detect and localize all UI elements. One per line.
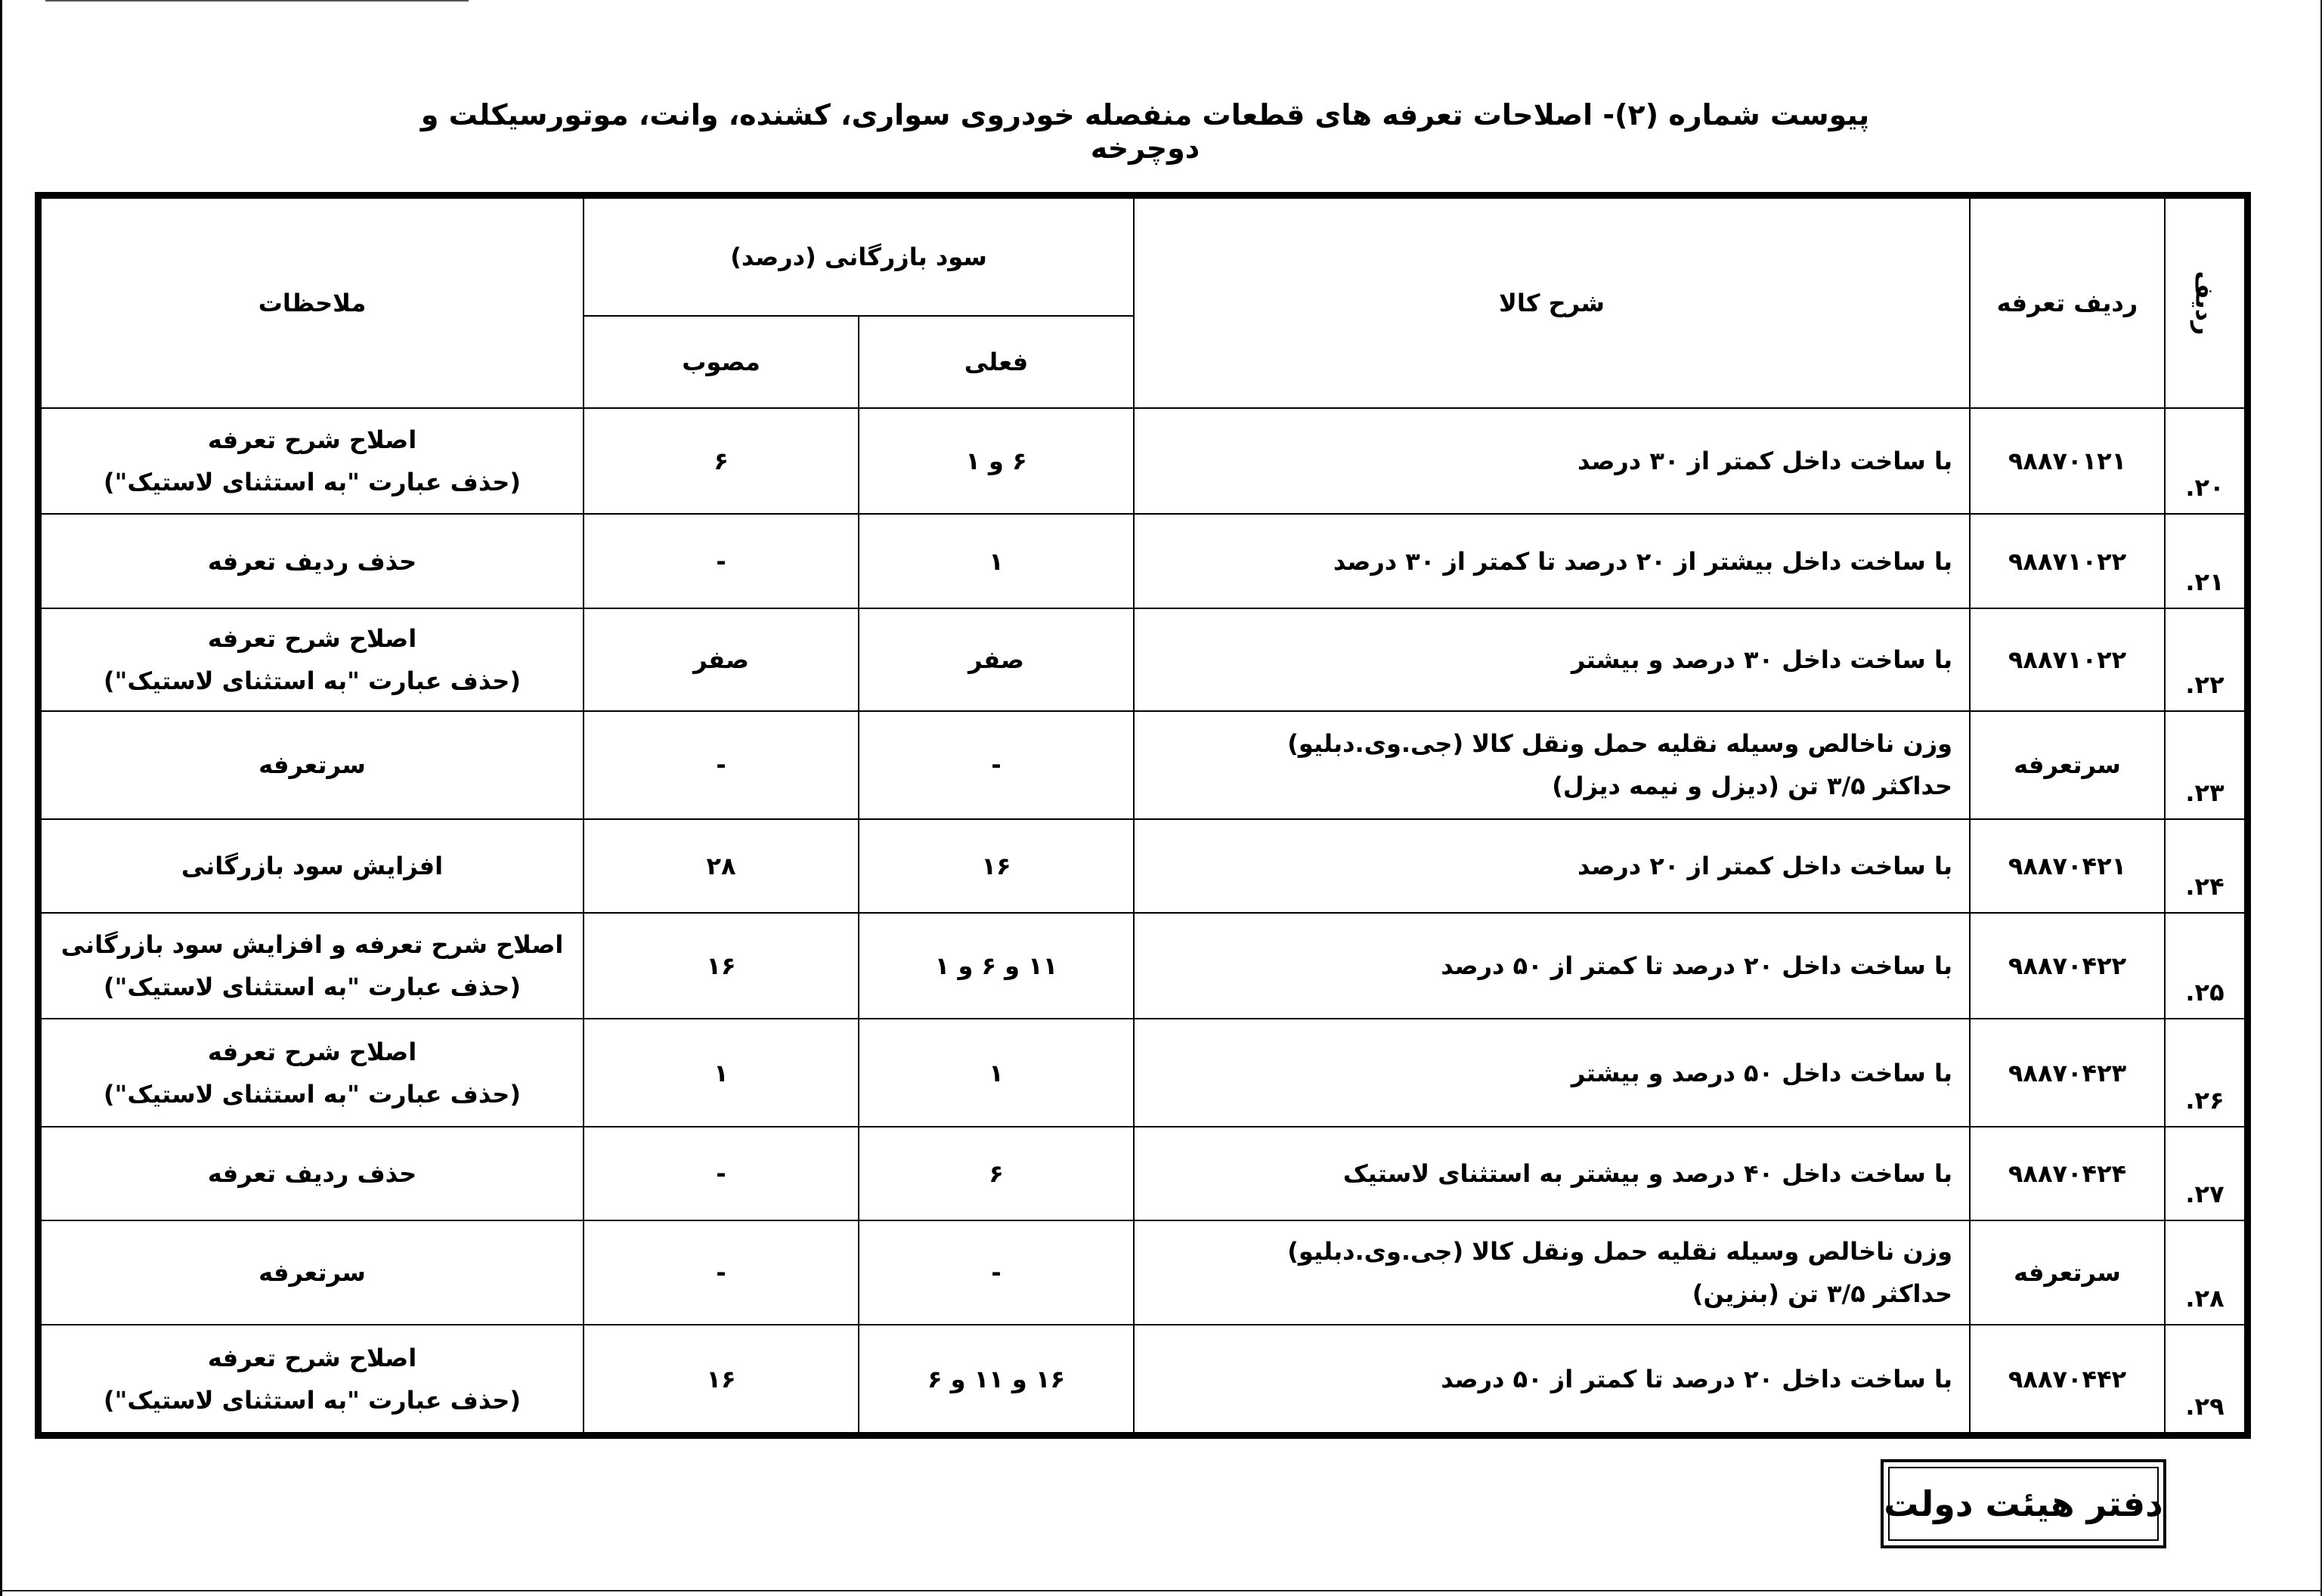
row-number-cell [2165,711,2245,819]
notes-cell-text: اصلاح شرح تعرفه [207,425,417,455]
row-number-cell-text: ۲۰. [2185,473,2224,503]
notes-cell [41,608,584,711]
table-row [41,1325,2245,1433]
row-number-cell-text: ۲۲. [2185,670,2224,700]
description-cell [1134,819,1970,913]
table-row [41,913,2245,1019]
current-profit-cell [859,819,1134,913]
notes-cell-text: اصلاح شرح تعرفه [207,623,417,653]
row-number-cell [2165,819,2245,913]
tariff-code-cell [1970,913,2165,1019]
tariff-code-cell [1970,1127,2165,1220]
description-cell [1134,711,1970,819]
description-cell [1134,1127,1970,1220]
current-profit-cell-text: ۶ و ۱ [965,447,1027,476]
notes-cell-text: اصلاح شرح تعرفه [207,1343,417,1372]
approved-profit-cell-text: - [716,750,726,780]
description-cell [1134,1325,1970,1433]
description-cell-text: با ساخت داخل ۵۰ درصد و بیشتر [1571,1058,1952,1087]
approved-profit-cell-text: - [716,1258,726,1288]
current-profit-cell [859,1325,1134,1433]
current-profit-cell [859,1220,1134,1325]
table-row [41,408,2245,514]
header-approved: مصوب [584,316,859,408]
table-row [41,1019,2245,1127]
tariff-table [40,197,2246,1434]
approved-profit-cell [584,1019,859,1127]
header-row-number-text: ردیف [2190,271,2219,336]
scan-edge-left [0,0,2,1596]
notes-cell-text: (حذف عبارت "به استثنای لاستیک") [104,1385,521,1415]
header-tariff-row: ردیف تعرفه [1970,198,2165,408]
approved-profit-cell [584,1325,859,1433]
description-cell-text: با ساخت داخل کمتر از ۲۰ درصد [1577,851,1952,880]
approved-profit-cell [584,711,859,819]
tariff-code-cell [1970,608,2165,711]
row-number-cell [2165,1220,2245,1325]
approved-profit-cell-text: صفر [693,645,749,674]
row-number-cell-text: ۲۸. [2185,1284,2224,1313]
tariff-code-cell [1970,711,2165,819]
cabinet-office-stamp: دفتر هیئت دولت [1881,1459,2166,1548]
table-row [41,608,2245,711]
approved-profit-cell [584,819,859,913]
table-row [41,514,2245,608]
scan-edge-bottom [0,1590,2322,1591]
description-cell-text: حداکثر ۳/۵ تن (بنزین) [1692,1279,1952,1309]
current-profit-cell-text: صفر [968,645,1024,674]
row-number-cell-text: ۲۹. [2185,1392,2224,1421]
notes-cell [41,819,584,913]
row-number-cell-text: ۲۵. [2185,978,2224,1007]
tariff-table-frame [35,192,2251,1439]
description-cell [1134,1019,1970,1127]
current-profit-cell [859,711,1134,819]
description-cell-text: با ساخت داخل بیشتر از ۲۰ درصد تا کمتر از ۳۰ درصد [1333,546,1952,576]
notes-cell-text: (حذف عبارت "به استثنای لاستیک") [104,1079,521,1109]
notes-cell [41,711,584,819]
tariff-code-cell-text: سرتعرفه [2014,1258,2121,1288]
row-number-cell-text: ۲۳. [2185,778,2224,807]
current-profit-cell-text: ۱۱ و ۶ و ۱ [934,951,1058,981]
row-number-cell [2165,514,2245,608]
header-current: فعلی [859,316,1134,408]
current-profit-cell-text: ۱ [989,1058,1004,1087]
description-cell-text: با ساخت داخل ۲۰ درصد تا کمتر از ۵۰ درصد [1441,1364,1952,1393]
row-number-cell [2165,1127,2245,1220]
approved-profit-cell-text: - [716,1158,726,1188]
tariff-code-cell-text: ۹۸۸۷۰۱۲۱ [2008,447,2127,476]
row-number-cell-text: ۲۱. [2185,567,2224,596]
description-cell [1134,408,1970,514]
description-cell-text: وزن ناخالص وسیله نقلیه حمل ونقل کالا (جی.وی.دبلیو) [1287,729,1952,759]
document-title: پیوست شماره (۲)- اصلاحات تعرفه های قطعات منفصله خودروی سواری، کشنده، وانت، موتورسیکلت و دوچرخه [420,98,1870,165]
notes-cell-text: سرتعرفه [259,1258,366,1288]
current-profit-cell-text: ۶ [989,1158,1004,1188]
notes-cell-text: (حذف عبارت "به استثنای لاستیک") [104,666,521,695]
header-notes: ملاحظات [41,198,584,408]
current-profit-cell [859,514,1134,608]
tariff-code-cell-text: ۹۸۸۷۱۰۲۲ [2008,645,2127,674]
description-cell-text: وزن ناخالص وسیله نقلیه حمل ونقل کالا (جی.وی.دبلیو) [1287,1237,1952,1267]
description-cell-text: با ساخت داخل ۲۰ درصد تا کمتر از ۵۰ درصد [1441,951,1952,981]
description-cell [1134,514,1970,608]
notes-cell [41,408,584,514]
notes-cell [41,1019,584,1127]
current-profit-cell [859,408,1134,514]
approved-profit-cell [584,1220,859,1325]
header-description: شرح کالا [1134,198,1970,408]
tariff-code-cell [1970,1019,2165,1127]
approved-profit-cell [584,408,859,514]
current-profit-cell-text: - [991,1258,1002,1288]
approved-profit-cell-text: - [716,546,726,576]
approved-profit-cell-text: ۱۶ [706,1364,736,1393]
table-row [41,1127,2245,1220]
tariff-code-cell [1970,819,2165,913]
row-number-cell-text: ۲۶. [2185,1085,2224,1115]
current-profit-cell-text: ۱۶ و ۱۱ و ۶ [927,1364,1065,1393]
description-cell-text: با ساخت داخل ۴۰ درصد و بیشتر به استثنای لاستیک [1342,1158,1952,1188]
notes-cell [41,1220,584,1325]
header-row-number [2165,198,2245,408]
tariff-code-cell [1970,1220,2165,1325]
approved-profit-cell [584,1127,859,1220]
approved-profit-cell-text: ۲۸ [706,851,736,880]
notes-cell-text: سرتعرفه [259,750,366,780]
table-body [41,408,2245,1433]
approved-profit-cell-text: ۱ [714,1058,729,1087]
row-number-cell [2165,1019,2245,1127]
notes-cell [41,1127,584,1220]
description-cell [1134,913,1970,1019]
notes-cell-text: افزایش سود بازرگانی [181,851,444,880]
notes-cell [41,514,584,608]
current-profit-cell [859,913,1134,1019]
row-number-cell [2165,913,2245,1019]
current-profit-cell [859,1127,1134,1220]
notes-cell-text: اصلاح شرح تعرفه [207,1037,417,1066]
tariff-code-cell [1970,1325,2165,1433]
current-profit-cell-text: - [991,750,1002,780]
approved-profit-cell-text: ۶ [714,447,729,476]
tariff-code-cell-text: ۹۸۸۷۰۴۴۲ [2008,1364,2127,1393]
description-cell-text: حداکثر ۳/۵ تن (دیزل و نیمه دیزل) [1552,772,1952,801]
row-number-cell [2165,1325,2245,1433]
header-commercial-profit: سود بازرگانی (درصد) [584,198,1134,316]
description-cell-text: با ساخت داخل کمتر از ۳۰ درصد [1577,447,1952,476]
current-profit-cell [859,608,1134,711]
notes-cell-text: حذف ردیف تعرفه [207,1158,417,1188]
description-cell-text: با ساخت داخل ۳۰ درصد و بیشتر [1571,645,1952,674]
current-profit-cell [859,1019,1134,1127]
notes-cell-text: اصلاح شرح تعرفه و افزایش سود بازرگانی [60,930,564,960]
table-row [41,711,2245,819]
current-profit-cell-text: ۱ [989,546,1004,576]
notes-cell [41,1325,584,1433]
tariff-code-cell [1970,514,2165,608]
tariff-code-cell-text: سرتعرفه [2014,750,2121,780]
tariff-code-cell-text: ۹۸۸۷۰۴۲۳ [2008,1058,2127,1087]
row-number-cell [2165,608,2245,711]
approved-profit-cell [584,608,859,711]
scan-edge-top [45,0,469,2]
approved-profit-cell-text: ۱۶ [706,951,736,981]
current-profit-cell-text: ۱۶ [981,851,1011,880]
description-cell [1134,608,1970,711]
table-row [41,819,2245,913]
notes-cell-text: (حذف عبارت "به استثنای لاستیک") [104,468,521,497]
tariff-code-cell-text: ۹۸۸۷۰۴۲۲ [2008,951,2127,981]
tariff-code-cell-text: ۹۸۸۷۱۰۲۲ [2008,546,2127,576]
tariff-code-cell-text: ۹۸۸۷۰۴۲۴ [2008,1158,2127,1188]
tariff-code-cell [1970,408,2165,514]
table-row [41,1220,2245,1325]
row-number-cell [2165,408,2245,514]
approved-profit-cell [584,514,859,608]
notes-cell-text: حذف ردیف تعرفه [207,546,417,576]
tariff-code-cell-text: ۹۸۸۷۰۴۲۱ [2008,851,2127,880]
notes-cell-text: (حذف عبارت "به استثنای لاستیک") [104,973,521,1002]
approved-profit-cell [584,913,859,1019]
notes-cell [41,913,584,1019]
row-number-cell-text: ۲۴. [2185,871,2224,901]
description-cell [1134,1220,1970,1325]
row-number-cell-text: ۲۷. [2185,1179,2224,1208]
